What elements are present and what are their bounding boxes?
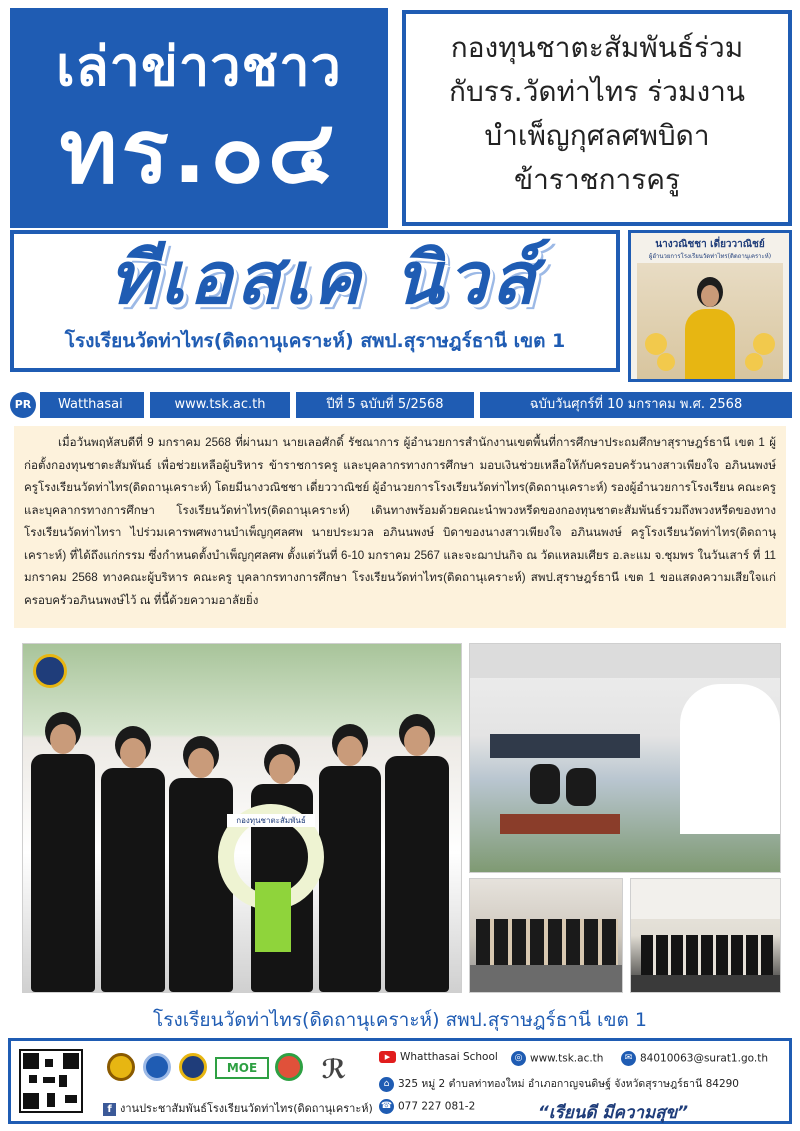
office-emblem-icon [33,654,67,688]
director-card [628,230,792,382]
article-body: เมื่อวันพฤหัสบดีที่ 9 มกราคม 2568 ที่ผ่านมา นายเลอศักดิ์ รัชณาการ ผู้อำนวยการสำนักงานเขตพื้นที่การศึกษาประถมศึกษาสุราษฎร์ธานี เขต 1 ผู้ก่อตั้งกองทุนชาตะสัมพันธ์ เพื่อช่วยเหลือผู้บริหาร ข้าราชการครู และบุคลากรทางการศึกษา มอบเงินช่วยเหลือให้กับครอบครัวนางสาวเพียงใจ อภินนพงษ์ ครูโรงเรียนวัดท่าไทร(ดิดถานุเคราะห์) โดยมีนางวณิชชา เดี่ยววาณิชย์ ผู้อำนวยการโรงเรียนวัดท่าไทร(ดิดถานุเคราะห์) รองผู้อำนวยการโรงเรียน คณะครู และบุคลากรทางการศึกษา โรงเรียนวัดท่าไทร(ดิดถานุเคราะห์) เดินทางพร้อมด้วยคณะนำพวงหรีดของกองทุนชาตะสัมพันธ์รวมถึงพวงหรีดของทางโรงเรียนวัดท่าไทรา ไปร่วมเคารพศพงานบำเพ็ญกุศลศพ นายประมวล อภินนพงษ์ บิดาของนางสาวเพียงใจ อภินนพงษ์ ครูโรงเรียนวัดท่าไทร(ดิดถานุเคราะห์) ที่ได้ถึงแก่กรรม ซึ่งกำหนดตั้งบำเพ็ญกุศลศพ ตั้งแต่วันที่ 6-10 มกราคม 2567 และจะฌาปนกิจ ณ วัดแหลมเศียร อ.ละแม จ.ชุมพร ในวันเสาร์ ที่ 11 มกราคม 2568 ทางคณะผู้บริหาร คณะครู บุคลากรทางการศึกษา โรงเรียนวัดท่าไทร(ดิดถานุเคราะห์) สพป.สุราษฎร์ธานี เขต 1 ขอแสดงความเสียใจแก่ครอบครัวอภินนพงษ์ไว้ ณ ที่นี้ด้วยความอาลัยยิ่ง [14,426,786,628]
facebook-page: งานประชาสัมพันธ์โรงเรียนวัดท่าไทร(ดิดถานุเคราะห์) [120,1102,373,1115]
youtube-icon: ▶ [379,1051,396,1063]
kicker-block [10,8,388,228]
school-logo-icon [107,1053,135,1081]
issue-number: ปีที่ 5 ฉบับที่ 5/2568 [296,392,474,418]
facebook-icon: f [103,1103,116,1116]
school-slogan: “เรียนดี มีความสุข” [537,1103,689,1123]
footer-address: 325 หมู่ 2 ตำบลท่าทองใหม่ อำเภอกาญจนดิษฐ์ จังหวัดสุราษฎร์ธานี 84290 [398,1078,739,1090]
pr-icon: PR [10,392,36,418]
director-name: นางวณิชชา เดี่ยววาณิชย์ [655,239,765,250]
phone-line[interactable] [379,1099,475,1114]
photo-group-hall [630,878,781,993]
director-photo [637,263,783,379]
headline-block [402,10,792,226]
email-icon: ✉ [621,1051,636,1066]
obec-logo-icon [143,1053,171,1081]
pr-logo-icon: ℛ [321,1055,347,1085]
wreath-label: กองทุนชาตะสัมพันธ์ [227,814,315,827]
globe-icon: ◎ [511,1051,526,1066]
info-bar [0,390,800,420]
photo-funeral-hall [469,643,781,873]
wreath-ribbon [255,882,291,952]
district-logo-icon [179,1053,207,1081]
website-link[interactable]: www.tsk.ac.th [150,392,290,418]
address-line [379,1075,739,1092]
page-name[interactable]: Watthasai [40,392,144,418]
newsletter-brand: ทีเอสเค นิวส์ [108,236,540,320]
email-line[interactable] [621,1051,768,1066]
director-title: ผู้อำนวยการโรงเรียนวัดท่าไทร(ดิดถานุเคราะห์) [648,253,772,260]
website-line[interactable] [511,1051,603,1066]
phone-icon: ☎ [379,1099,394,1114]
masthead-band [10,230,620,372]
photo-wreath-handover [22,643,462,993]
youtube-channel: Whatthasai School [400,1051,498,1063]
youtube-line[interactable] [379,1051,498,1063]
director-figure [685,277,735,379]
qr-code-icon[interactable] [19,1049,83,1113]
footer-email: 84010063@surat1.go.th [640,1052,768,1065]
footer [8,1038,792,1124]
moe-logo: MOE [215,1057,269,1079]
home-icon: ⌂ [379,1077,394,1092]
kicker-line-1: เล่าข่าวชาว [56,35,342,98]
issue-date: ฉบับวันศุกร์ที่ 10 มกราคม พ.ศ. 2568 [480,392,792,418]
headline-line: กองทุนชาตะสัมพันธ์ร่วม [450,31,744,64]
sdg-logo-icon [275,1053,303,1081]
facebook-line[interactable] [103,1099,373,1117]
headline-line: บำเพ็ญกุศลศพบิดา [484,119,710,152]
photo-caption: โรงเรียนวัดท่าไทร(ดิดถานุเคราะห์) สพป.สุราษฎร์ธานี เขต 1 [153,1009,647,1031]
footer-phone: 077 227 081-2 [398,1100,476,1113]
photo-group-indoor [469,878,623,993]
kicker-line-2: ทร.๐๔ [59,100,339,203]
headline-line: กับรร.วัดท่าไทร ร่วมงาน [448,75,746,108]
footer-website: www.tsk.ac.th [530,1052,604,1065]
headline-line: ข้าราชการครู [513,163,681,196]
school-name: โรงเรียนวัดท่าไทร(ดิดถานุเคราะห์) สพป.สุราษฎร์ธานี เขต 1 [64,330,566,352]
